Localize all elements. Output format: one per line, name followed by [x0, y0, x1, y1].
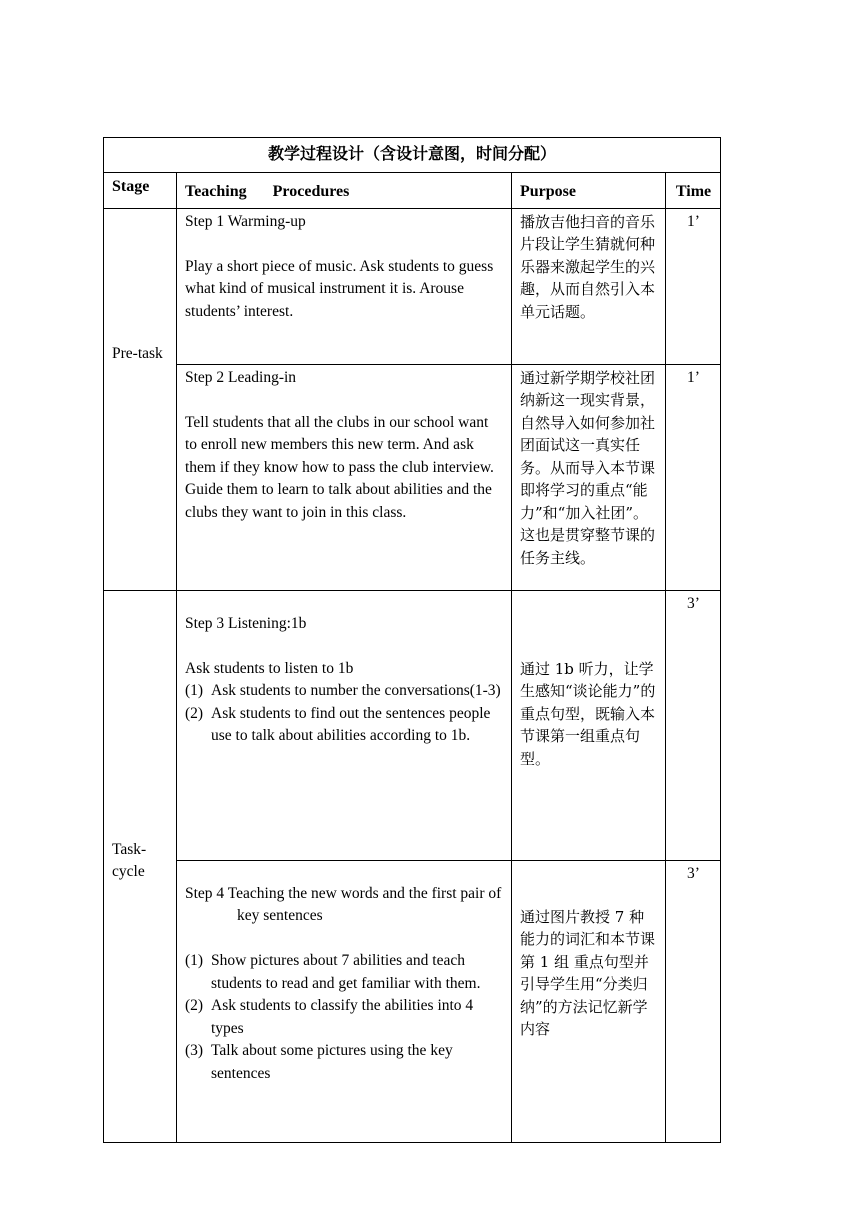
- step-list: [185, 680, 504, 748]
- step-body: Play a short piece of music. Ask students to guess what kind of musical instrument it is. Arouse students’ interest.: [185, 257, 494, 320]
- header-teaching-procedures: [177, 173, 511, 208]
- header-procedures: Procedures: [272, 183, 350, 200]
- list-item: (1) Ask students to number the conversations(1-3): [185, 682, 501, 699]
- list-item: (1) Show pictures about 7 abilities and teach students to read and get familiar with them.: [185, 952, 481, 992]
- step-time: 1’: [687, 212, 700, 230]
- table-row: [104, 364, 721, 590]
- stage-task-cycle-line1: Task-: [112, 840, 147, 858]
- step-title: Step 2 Leading-in: [185, 368, 297, 386]
- header-purpose: Purpose: [520, 183, 576, 200]
- table-row: [104, 860, 721, 1142]
- stage-task-cycle: [104, 590, 177, 1142]
- step-purpose: 播放吉他扫音的音乐片段让学生猜就何种乐器来激起学生的兴趣，从而自然引入本单元话题。: [520, 212, 656, 321]
- table-row: [104, 590, 721, 860]
- list-item: (2) Ask students to find out the sentences people use to talk about abilities according to 1b.: [185, 704, 491, 744]
- step-intro: Ask students to listen to 1b: [185, 659, 354, 677]
- step-purpose: 通过图片教授 7 种能力的词汇和本节课 第 1 组 重点句型并引导学生用“分类归纳”的方法记忆新学内容: [520, 907, 656, 1038]
- step-list: [185, 950, 504, 1085]
- step-time: 3’: [687, 864, 700, 882]
- step-time: 1’: [687, 368, 700, 386]
- step-purpose: 通过新学期学校社团纳新这一现实背景，自然导入如何参加社团面试这一真实任务。从而导入本节课即将学习的重点“能力”和“加入社团”。这也是贯穿整节课的任务主线。: [520, 368, 656, 567]
- header-time: Time: [675, 183, 712, 200]
- step-purpose: 通过 1b 听力，让学生感知“谈论能力”的重点句型，既输入本节课第一组重点句型。: [520, 659, 656, 768]
- table-row: [104, 208, 721, 364]
- step-title: Step 3 Listening:1b: [185, 614, 307, 632]
- header-row: [104, 173, 721, 209]
- list-item: (2) Ask students to classify the abilities into 4 types: [185, 997, 474, 1037]
- header-teaching: Teaching: [185, 183, 247, 200]
- step-time: 3’: [687, 594, 700, 612]
- header-stage: Stage: [104, 173, 177, 209]
- step-title: Step 1 Warming-up: [185, 212, 306, 230]
- table-title: 教学过程设计（含设计意图，时间分配）: [104, 138, 721, 173]
- step-title: Step 4 Teaching the new words and the first pair of key sentences: [185, 884, 502, 924]
- list-item: (3) Talk about some pictures using the key sentences: [185, 1042, 453, 1082]
- step-body: Tell students that all the clubs in our school want to enroll new members this new term. And ask them if they know how to pass the club interview. Guide them to learn to talk about abilities and the clubs they want to join in this class.: [185, 413, 494, 521]
- teaching-process-table: [103, 137, 721, 1143]
- stage-pre-task: Pre-task: [104, 208, 177, 590]
- stage-task-cycle-line2: cycle: [112, 863, 145, 880]
